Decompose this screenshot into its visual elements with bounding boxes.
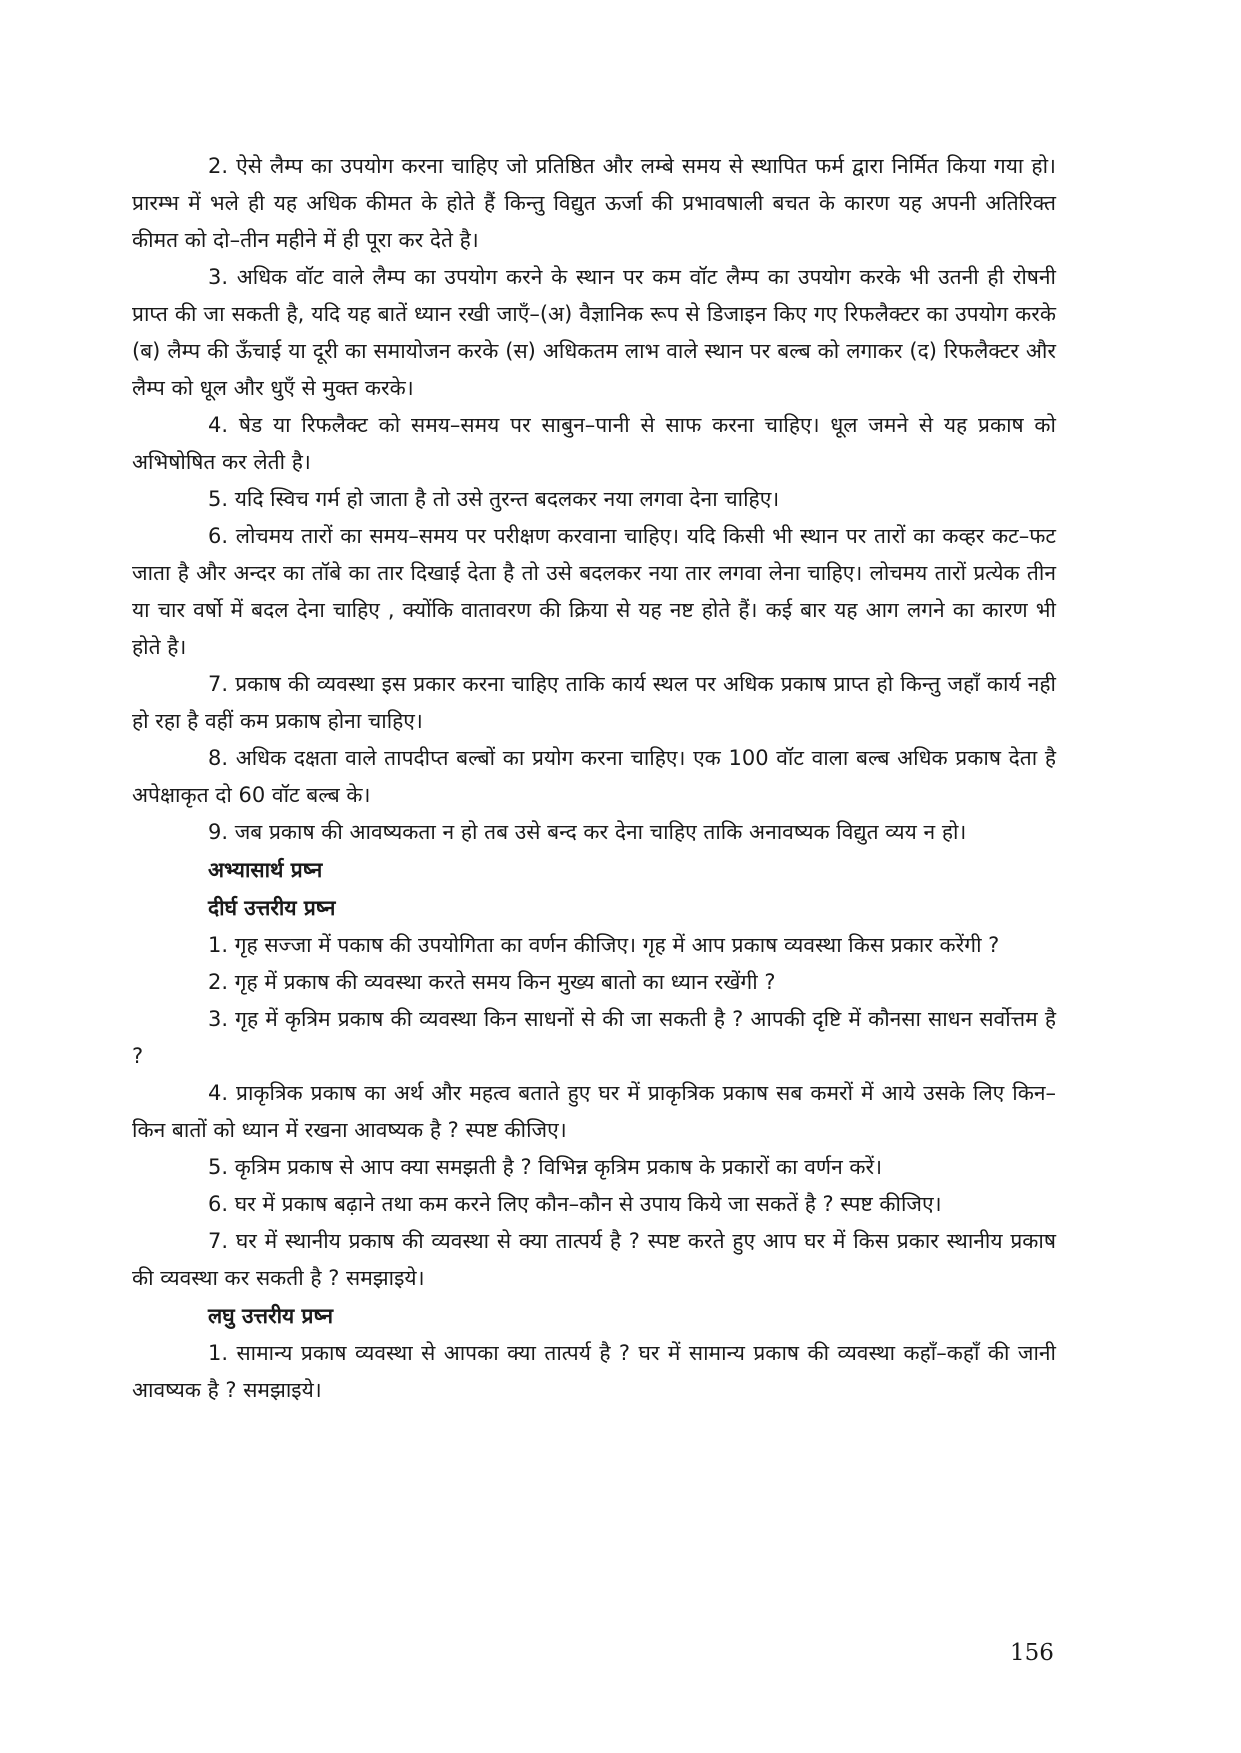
paragraph-light-arrangement: 7. प्रकाष की व्यवस्था इस प्रकार करना चाहिए ताकि कार्य स्थल पर अधिक प्रकाष प्राप्त हो किन्तु जहाँ कार्य नही हो रहा है वहीं कम प्रकाष होना चाहिए। xyxy=(132,672,1056,733)
paragraph-low-watt: 3. अधिक वॉट वाले लैम्प का उपयोग करने के स्थान पर कम वॉट लैम्प का उपयोग करके भी उतनी ही रोषनी प्राप्त की जा सकती है, यदि यह बातें ध्यान रखी जाएँ–(अ) वैज्ञानिक रूप से डिजाइन किए गए रिफलैक्टर का उपयोग करके (ब) लैम्प की ऊँचाई या दूरी का समायोजन करके (स) अधिकतम लाभ वाले स्थान पर बल्ब को लगाकर (द) रिफलैक्टर और लैम्प को धूल और धुएँ से मुक्त करके। xyxy=(132,265,1056,400)
heading-short-answer: लघु उत्तरीय प्रष्न xyxy=(208,1304,333,1328)
paragraph-switch-off: 9. जब प्रकाष की आवष्यकता न हो तब उसे बन्द कर देना चाहिए ताकि अनावष्यक विद्युत व्यय न हो। xyxy=(208,820,967,844)
paragraph-efficient-bulbs: 8. अधिक दक्षता वाले तापदीप्त बल्बों का प्रयोग करना चाहिए। एक 100 वॉट वाला बल्ब अधिक प्रकाष देता है अपेक्षाकृत दो 60 वॉट बल्ब के। xyxy=(132,746,1056,807)
heading-long-answer: दीर्घ उत्तरीय प्रष्न xyxy=(208,896,336,920)
long-question-7: 7. घर में स्थानीय प्रकाष की व्यवस्था से क्या तात्पर्य है ? स्पष्ट करते हुए आप घर में किस प्रकार स्थानीय प्रकाष की व्यवस्था कर सकती है ? समझाइये। xyxy=(132,1229,1056,1290)
long-question-5: 5. कृत्रिम प्रकाष से आप क्या समझती है ? विभिन्न कृत्रिम प्रकाष के प्रकारों का वर्णन करें। xyxy=(208,1155,883,1179)
short-question-1: 1. सामान्य प्रकाष व्यवस्था से आपका क्या तात्पर्य है ? घर में सामान्य प्रकाष की व्यवस्था कहाँ–कहाँ की जानी आवष्यक है ? समझाइये। xyxy=(132,1341,1056,1402)
paragraph-lamp-quality: 2. ऐसे लैम्प का उपयोग करना चाहिए जो प्रतिष्ठित और लम्बे समय से स्थापित फर्म द्वारा निर्मित किया गया हो। प्रारम्भ में भले ही यह अधिक कीमत के होते हैं किन्तु विद्युत ऊर्जा की प्रभावषाली बचत के कारण यह अपनी अतिरिक्त कीमत को दो–तीन महीने में ही पूरा कर देते है। xyxy=(132,154,1056,252)
long-question-2: 2. गृह में प्रकाष की व्यवस्था करते समय किन मुख्य बातो का ध्यान रखेंगी ? xyxy=(208,970,776,994)
page-number: 156 xyxy=(1010,1640,1054,1666)
heading-practice-questions: अभ्यासार्थ प्रष्न xyxy=(208,858,323,882)
page-body xyxy=(132,148,1056,1409)
long-question-1: 1. गृह सज्जा में पकाष की उपयोगिता का वर्णन कीजिए। गृह में आप प्रकाष व्यवस्था किस प्रकार करेंगी ? xyxy=(208,933,1000,957)
long-question-3: 3. गृह में कृत्रिम प्रकाष की व्यवस्था किन साधनों से की जा सकती है ? आपकी दृष्टि में कौनसा साधन सर्वोत्तम है ? xyxy=(132,1007,1056,1068)
long-question-6: 6. घर में प्रकाष बढ़ाने तथा कम करने लिए कौन–कौन से उपाय किये जा सकतें है ? स्पष्ट कीजिए। xyxy=(208,1192,942,1216)
paragraph-shade-cleaning: 4. षेड या रिफलैक्ट को समय–समय पर साबुन–पानी से साफ करना चाहिए। धूल जमने से यह प्रकाष को अभिषोषित कर लेती है। xyxy=(132,413,1056,474)
paragraph-flexible-wires: 6. लोचमय तारों का समय–समय पर परीक्षण करवाना चाहिए। यदि किसी भी स्थान पर तारों का कव्हर कट–फट जाता है और अन्दर का तॉबे का तार दिखाई देता है तो उसे बदलकर नया तार लगवा लेना चाहिए। लोचमय तारों प्रत्येक तीन या चार वर्षो में बदल देना चाहिए , क्योंकि वातावरण की क्रिया से यह नष्ट होते हैं। कई बार यह आग लगने का कारण भी होते है। xyxy=(132,524,1056,659)
paragraph-switch: 5. यदि स्विच गर्म हो जाता है तो उसे तुरन्त बदलकर नया लगवा देना चाहिए। xyxy=(208,487,780,511)
long-question-4: 4. प्राकृत्रिक प्रकाष का अर्थ और महत्व बताते हुए घर में प्राकृत्रिक प्रकाष सब कमरों में आये उसके लिए किन–किन बातों को ध्यान में रखना आवष्यक है ? स्पष्ट कीजिए। xyxy=(132,1081,1056,1142)
